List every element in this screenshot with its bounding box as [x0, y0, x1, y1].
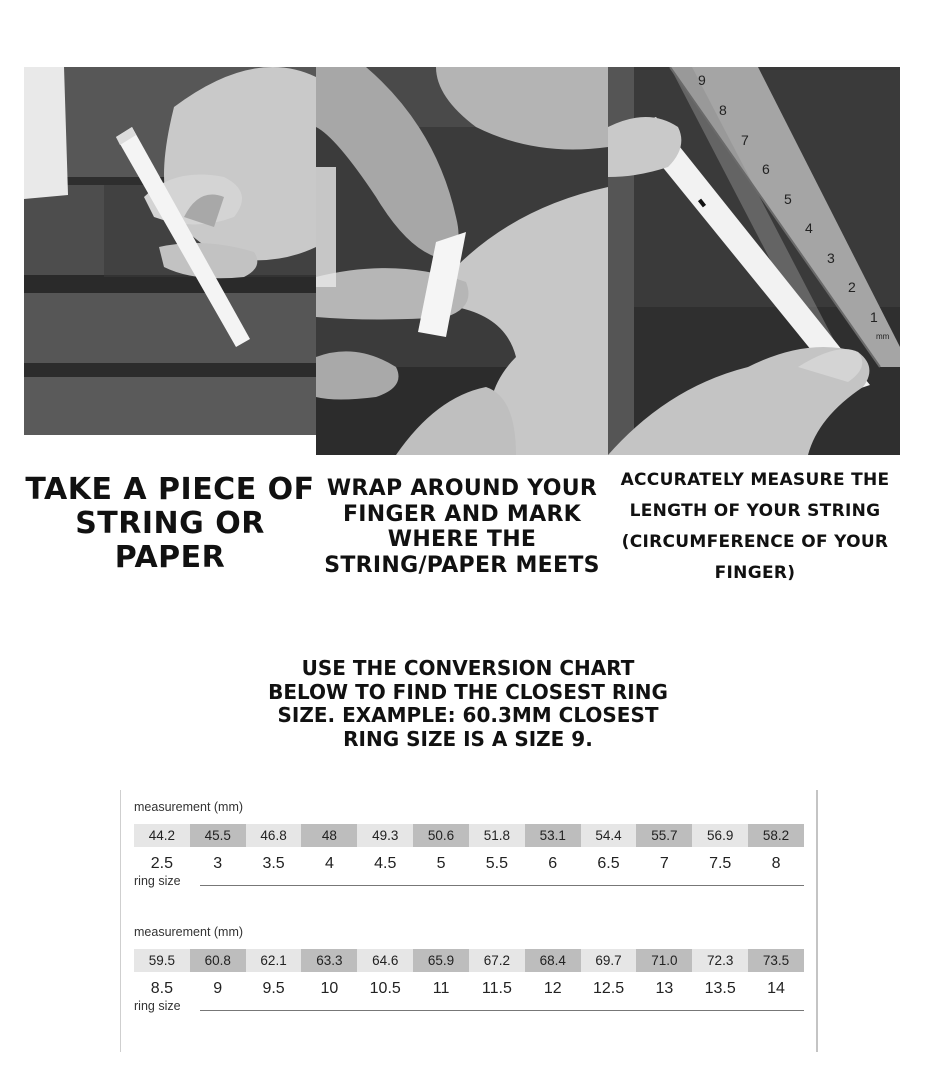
- measurement-cell: 67.2: [469, 949, 525, 972]
- measurement-cell: 62.1: [246, 949, 302, 972]
- ring-size-cell: 4: [324, 855, 334, 872]
- chart-left-border: [120, 790, 121, 1052]
- measurement-row: [134, 824, 804, 847]
- ring-size-cell: 3: [213, 855, 223, 872]
- measurement-cell: 48: [301, 824, 357, 847]
- ring-size-rule: [200, 885, 804, 886]
- ring-size-cell: 12: [543, 980, 562, 997]
- ring-size-cell: 8: [771, 855, 781, 872]
- conversion-instruction: USE THE CONVERSION CHART BELOW TO FIND THE CLOSEST RING SIZE. EXAMPLE: 60.3MM CLOSEST RING SIZE IS A SIZE 9.: [268, 656, 668, 751]
- ring-size-row: [134, 852, 804, 876]
- measurement-cell: 46.8: [246, 824, 302, 847]
- measurement-cell: 44.2: [134, 824, 190, 847]
- ring-size-rule: [200, 1010, 804, 1011]
- step-2-caption: WRAP AROUND YOUR FINGER AND MARK WHERE THE STRING/PAPER MEETS: [324, 476, 600, 578]
- measurement-cell: 63.3: [301, 949, 357, 972]
- measurement-cell: 72.3: [692, 949, 748, 972]
- ruler-number: 2: [848, 279, 856, 295]
- ring-size-cell: 7.5: [709, 855, 732, 872]
- photo-step-2-wrap-finger: [316, 67, 608, 455]
- ring-size-cell: 4.5: [374, 855, 397, 872]
- ring-size-conversion-chart: [120, 790, 818, 1054]
- measurement-cell: 51.8: [469, 824, 525, 847]
- ruler-number: 8: [719, 102, 727, 118]
- measurement-cell: 69.7: [581, 949, 637, 972]
- ring-size-cell: 3.5: [262, 855, 285, 872]
- ring-size-cell: 10: [320, 980, 339, 997]
- ring-size-cell: 11.5: [481, 980, 512, 997]
- ring-size-cell: 13.5: [704, 980, 736, 997]
- measurement-cell: 56.9: [692, 824, 748, 847]
- measurement-cell: 54.4: [581, 824, 637, 847]
- measurement-cell: 59.5: [134, 949, 190, 972]
- ring-size-cell: 5.5: [485, 855, 508, 872]
- measurement-cell: 73.5: [748, 949, 804, 972]
- ring-size-cell: 12.5: [592, 980, 625, 997]
- ruler-unit: mm: [876, 332, 890, 341]
- measurement-label: measurement (mm): [134, 800, 244, 814]
- chart-right-border: [816, 790, 818, 1052]
- ring-size-cell: 14: [767, 980, 785, 997]
- ruler-number: 6: [762, 161, 770, 177]
- photo-step-1-hold-paper-strip: [24, 67, 316, 435]
- ring-size-cell: 6: [548, 855, 558, 872]
- ring-size-cell: 13: [655, 980, 674, 997]
- step-1-caption: TAKE A PIECE OF STRING OR PAPER: [25, 472, 315, 575]
- ruler-number: 7: [741, 132, 749, 148]
- measurement-cell: 55.7: [636, 824, 692, 847]
- ruler-number: 5: [784, 191, 792, 207]
- ring-size-cell: 6.5: [597, 855, 620, 872]
- measurement-cell: 68.4: [525, 949, 581, 972]
- ring-size-label: ring size: [134, 874, 181, 888]
- ring-size-cell: 10.5: [369, 980, 401, 997]
- ring-size-cell: 8.5: [150, 980, 174, 997]
- ring-size-cell: 5: [436, 855, 446, 872]
- measurement-cell: 65.9: [413, 949, 469, 972]
- ring-size-cell: 9.5: [262, 980, 285, 997]
- measurement-cell: 58.2: [748, 824, 804, 847]
- measurement-cell: 50.6: [413, 824, 469, 847]
- ring-size-label: ring size: [134, 999, 181, 1013]
- ruler-number: 9: [698, 72, 706, 88]
- measurement-cell: 49.3: [357, 824, 413, 847]
- measurement-row: [134, 949, 804, 972]
- ring-size-baseline: [134, 1001, 804, 1017]
- chart-section-2: [134, 923, 804, 1017]
- ring-size-cell: 11: [432, 980, 450, 997]
- photo-step-3-measure-with-ruler: [608, 67, 900, 455]
- ring-size-row: [134, 977, 804, 1001]
- ruler-number: 4: [805, 220, 813, 236]
- measurement-cell: 45.5: [190, 824, 246, 847]
- measurement-cell: 53.1: [525, 824, 581, 847]
- measurement-cell: 71.0: [636, 949, 692, 972]
- chart-section-1: [134, 798, 804, 892]
- ring-size-cell: 2.5: [150, 855, 174, 872]
- measurement-cell: 60.8: [190, 949, 246, 972]
- ring-size-baseline: [134, 876, 804, 892]
- measurement-label: measurement (mm): [134, 925, 244, 939]
- ring-size-cell: 7: [659, 855, 669, 872]
- measurement-cell: 64.6: [357, 949, 413, 972]
- ruler-number: 1: [870, 309, 878, 325]
- ring-size-cell: 9: [213, 980, 223, 997]
- ruler-number: 3: [827, 250, 835, 266]
- step-3-caption: ACCURATELY MEASURE THE LENGTH OF YOUR STRING (CIRCUMFERENCE OF YOUR FINGER): [620, 470, 890, 583]
